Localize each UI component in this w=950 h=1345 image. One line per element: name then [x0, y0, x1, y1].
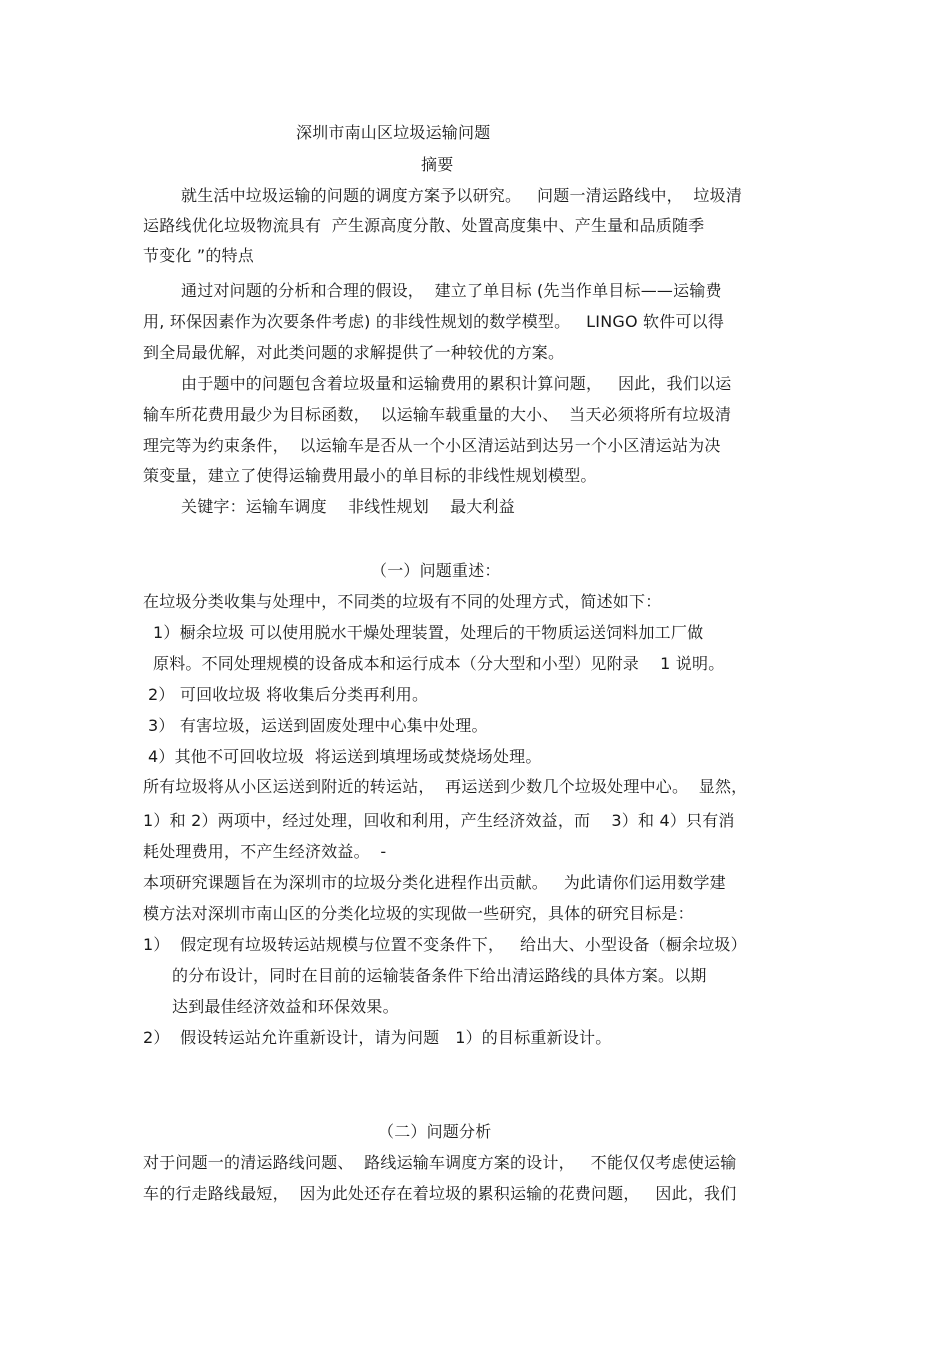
- body-line: 1）和 2）两项中，经过处理，回收和利用，产生经济效益，而 3）和 4）只有消: [143, 811, 735, 830]
- abstract-line: 运路线优化垃圾物流具有 产生源高度分散、处置高度集中、产生量和品质随季: [143, 216, 705, 235]
- body-line: 4）其他不可回收垃圾 将运送到填埋场或焚烧场处理。: [148, 747, 542, 766]
- doc-title: 深圳市南山区垃圾运输问题: [296, 123, 491, 142]
- section-heading-1: （一）问题重述：: [371, 561, 501, 580]
- abstract-line: 就生活中垃圾运输的问题的调度方案予以研究。 问题一清运路线中， 垃圾清: [181, 186, 743, 205]
- body-line: 达到最佳经济效益和环保效果。: [172, 997, 399, 1016]
- body-line: 耗处理费用，不产生经济效益。 -: [143, 842, 387, 861]
- body-line: 车的行走路线最短， 因为此处还存在着垃圾的累积运输的花费问题， 因此，我们: [143, 1184, 737, 1203]
- body-line: 模方法对深圳市南山区的分类化垃圾的实现做一些研究，具体的研究目标是：: [143, 904, 694, 923]
- keywords: 关键字：运输车调度 非线性规划 最大利益: [181, 497, 515, 516]
- body-line: 在垃圾分类收集与处理中，不同类的垃圾有不同的处理方式，简述如下：: [143, 592, 662, 611]
- abstract-line: 节变化 ”的特点: [143, 246, 254, 265]
- abstract-line: 策变量，建立了使得运输费用最小的单目标的非线性规划模型。: [143, 466, 597, 485]
- body-line: 1）橱余垃圾 可以使用脱水干燥处理装置，处理后的干物质运送饲料加工厂做: [153, 623, 704, 642]
- body-line: 2） 假设转运站允许重新设计，请为问题 1）的目标重新设计。: [143, 1028, 612, 1047]
- body-line: 本项研究课题旨在为深圳市的垃圾分类化进程作出贡献。 为此请你们运用数学建: [143, 873, 726, 892]
- abstract-line: 通过对问题的分析和合理的假设， 建立了单目标 (先当作单目标——运输费: [181, 281, 722, 300]
- body-line: 3） 有害垃圾，运送到固废处理中心集中处理。: [148, 716, 488, 735]
- abstract-heading: 摘要: [421, 155, 454, 174]
- body-line: 所有垃圾将从小区运送到附近的转运站， 再运送到少数几个垃圾处理中心。 显然，: [143, 777, 748, 796]
- abstract-line: 理完等为约束条件， 以运输车是否从一个小区清运站到达另一个小区清运站为决: [143, 436, 721, 455]
- body-line: 对于问题一的清运路线问题、 路线运输车调度方案的设计， 不能仅仅考虑使运输: [143, 1153, 737, 1172]
- section-heading-2: （二）问题分析: [378, 1122, 492, 1141]
- abstract-line: 到全局最优解，对此类问题的求解提供了一种较优的方案。: [143, 343, 565, 362]
- body-line: 的分布设计，同时在目前的运输装备条件下给出清运路线的具体方案。以期: [172, 966, 707, 985]
- body-line: 2） 可回收垃圾 将收集后分类再利用。: [148, 685, 429, 704]
- body-line: 原料。不同处理规模的设备成本和运行成本（分大型和小型）见附录 1 说明。: [153, 654, 725, 673]
- abstract-line: 用, 环保因素作为次要条件考虑) 的非线性规划的数学模型。 LINGO 软件可以得: [143, 312, 725, 331]
- abstract-line: 输车所花费用最少为目标函数， 以运输车载重量的大小、 当天必须将所有垃圾清: [143, 405, 732, 424]
- abstract-line: 由于题中的问题包含着垃圾量和运输费用的累积计算问题， 因此，我们以运: [181, 374, 732, 393]
- body-line: 1） 假定现有垃圾转运站规模与位置不变条件下， 给出大、小型设备（橱余垃圾）: [143, 935, 747, 954]
